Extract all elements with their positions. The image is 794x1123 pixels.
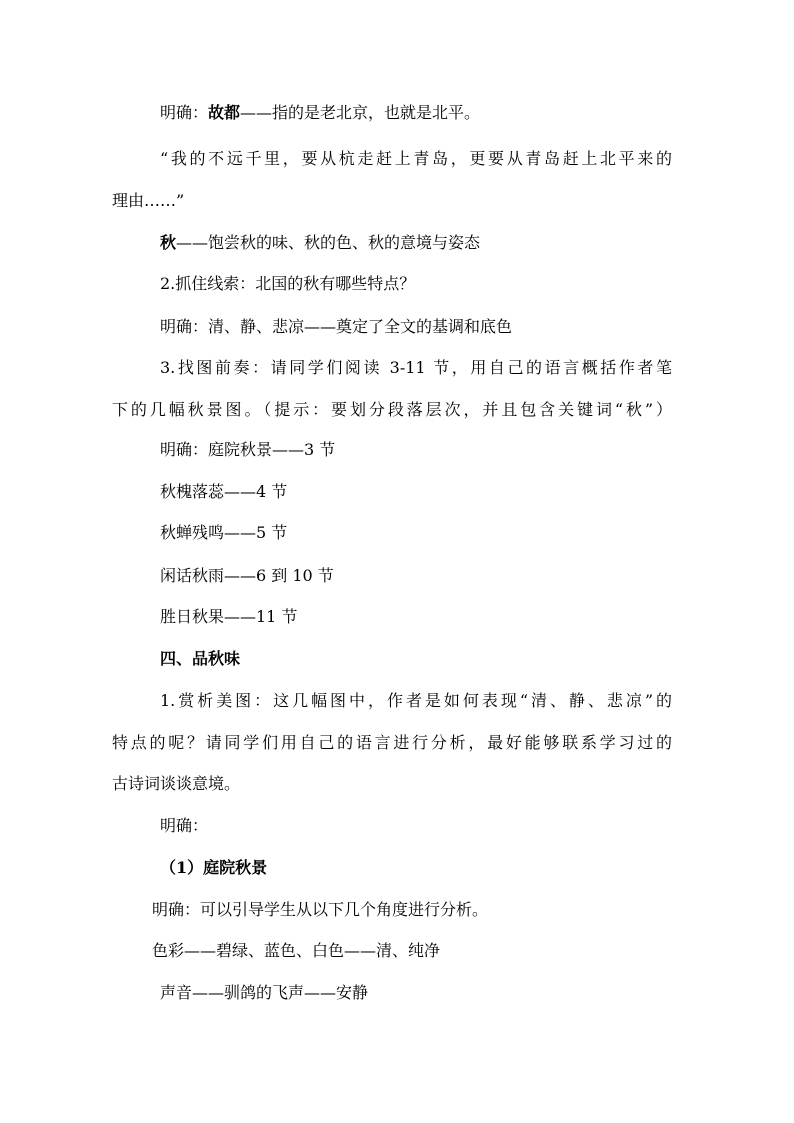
quote-line-2: 理由……” xyxy=(112,191,185,210)
scene-locust: 秋槐落蕊——4 节 xyxy=(160,482,288,501)
paragraph-appreciate-line-2: 特点的呢？请同学们用自己的语言进行分析，最好能够联系学习过的 xyxy=(112,733,672,752)
paragraph-prelude-line-1: 3.找图前奏：请同学们阅读 3-11 节，用自己的语言概括作者笔 xyxy=(160,358,672,377)
gudu-explanation: ——指的是老北京，也就是北平。 xyxy=(240,103,481,122)
paragraph-guide: 明确：可以引导学生从以下几个角度进行分析。 xyxy=(152,900,489,919)
label-mingque: 明确： xyxy=(160,103,209,122)
scene-cicada: 秋蝉残鸣——5 节 xyxy=(160,523,288,542)
paragraph-appreciate-line-3: 古诗词谈谈意境。 xyxy=(112,774,241,793)
paragraph-tone: 明确：清、静、悲凉——奠定了全文的基调和底色 xyxy=(160,317,513,336)
scene-rain: 闲话秋雨——6 到 10 节 xyxy=(160,566,334,585)
scene-courtyard: 明确：庭院秋景——3 节 xyxy=(160,440,336,459)
section-heading-4: 四、品秋味 xyxy=(160,649,241,668)
subheading-courtyard: （1）庭院秋景 xyxy=(160,858,268,877)
paragraph-qiu xyxy=(160,232,480,254)
scene-fruit: 胜日秋果——11 节 xyxy=(160,607,298,626)
qiu-explanation: ——饱尝秋的味、秋的色、秋的意境与姿态 xyxy=(176,233,481,252)
keyword-qiu: 秋 xyxy=(160,233,177,252)
paragraph-appreciate-line-1: 1.赏析美图：这几幅图中，作者是如何表现“清、静、悲凉”的 xyxy=(160,691,672,710)
paragraph-prelude-line-2: 下的几幅秋景图。（提示：要划分段落层次，并且包含关键词“秋”） xyxy=(112,400,672,419)
paragraph-sound: 声音——驯鸽的飞声——安静 xyxy=(160,983,369,1002)
paragraph-color: 色彩——碧绿、蓝色、白色——清、纯净 xyxy=(152,941,441,960)
paragraph-mingque: 明确： xyxy=(160,816,209,835)
quote-line-1: “我的不远千里，要从杭走赶上青岛，更要从青岛赶上北平来的 xyxy=(160,149,672,168)
keyword-gudu: 故都 xyxy=(208,103,241,122)
paragraph-clue: 2.抓住线索：北国的秋有哪些特点？ xyxy=(160,274,416,293)
paragraph-gudu xyxy=(160,102,480,124)
